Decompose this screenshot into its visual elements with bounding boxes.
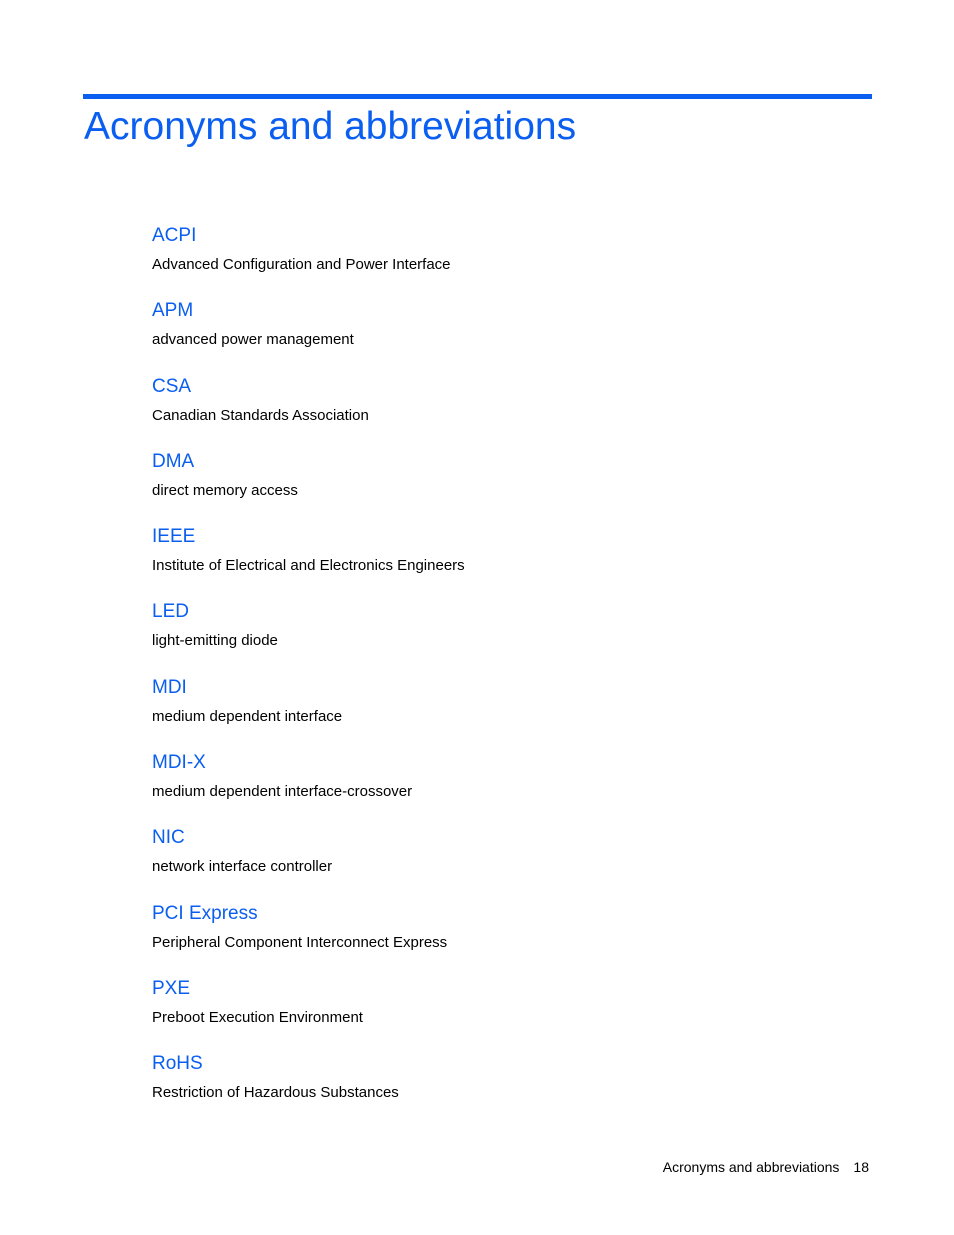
acronym-entry — [152, 824, 852, 899]
page-title: Acronyms and abbreviations — [84, 105, 577, 148]
page-footer — [663, 1157, 869, 1177]
acronym-entry — [152, 749, 852, 824]
acronym-term: RoHS — [152, 1053, 203, 1075]
acronym-term: CSA — [152, 375, 192, 397]
acronym-definition: advanced power management — [152, 331, 354, 349]
acronym-term: LED — [152, 601, 189, 623]
acronym-term: PCI Express — [152, 902, 258, 924]
acronym-term: APM — [152, 300, 194, 322]
footer-section-title: Acronyms and abbreviations — [662, 1159, 840, 1175]
acronym-definition: medium dependent interface — [152, 707, 343, 725]
acronym-entry — [152, 297, 852, 372]
acronym-term: MDI — [152, 676, 187, 698]
title-rule — [83, 94, 872, 99]
acronym-term: PXE — [152, 977, 191, 999]
acronym-definition: Preboot Execution Environment — [152, 1008, 363, 1026]
page-number: 18 — [853, 1159, 869, 1175]
acronym-term: NIC — [152, 827, 185, 849]
acronym-entry — [152, 975, 852, 1050]
acronym-definition: network interface controller — [152, 858, 333, 876]
acronym-entry — [152, 523, 852, 598]
acronym-list — [152, 222, 852, 1126]
acronym-definition: Advanced Configuration and Power Interface — [152, 256, 451, 273]
acronym-term: IEEE — [152, 526, 196, 548]
acronym-entry — [152, 373, 852, 448]
acronym-term: ACPI — [152, 225, 197, 246]
acronym-entry — [152, 598, 852, 673]
acronym-entry — [152, 448, 852, 523]
acronym-definition: direct memory access — [152, 481, 298, 499]
acronym-entry — [152, 1050, 852, 1125]
acronym-term: MDI-X — [152, 752, 206, 774]
acronym-definition: Peripheral Component Interconnect Express — [152, 933, 448, 951]
acronym-definition: light-emitting diode — [152, 632, 278, 650]
acronym-definition: Canadian Standards Association — [152, 406, 369, 424]
acronym-entry — [152, 222, 852, 297]
acronym-definition: medium dependent interface-crossover — [152, 783, 413, 801]
acronym-entry — [152, 674, 852, 749]
acronym-term: DMA — [152, 450, 195, 472]
acronym-entry — [152, 900, 852, 975]
acronym-definition: Institute of Electrical and Electronics Engineers — [152, 557, 465, 575]
acronym-definition: Restriction of Hazardous Substances — [152, 1084, 399, 1102]
